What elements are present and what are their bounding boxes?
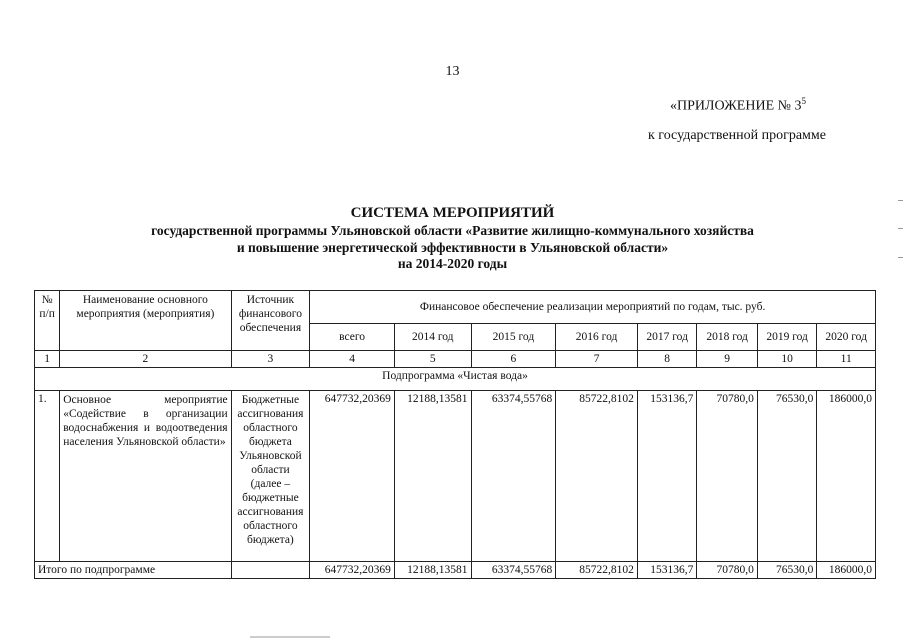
total-value-2014: 12188,13581: [394, 562, 471, 579]
total-value-2015: 63374,55768: [471, 562, 556, 579]
header-finance: Финансовое обеспечение реализации мероприятий по годам, тыс. руб.: [310, 291, 876, 324]
header-year-total: всего: [310, 324, 395, 351]
total-value-2019: 76530,0: [757, 562, 816, 579]
header-year-2018: 2018 год: [697, 324, 757, 351]
total-value-2020: 186000,0: [817, 562, 876, 579]
funding-source: Бюджетные ассигнования областного бюджета Ульяновской области (далее – бюджетные ассигнования областного бюджета): [231, 391, 310, 562]
column-number: 7: [556, 351, 638, 368]
value-2018: 70780,0: [697, 391, 757, 562]
value-2019: 76530,0: [757, 391, 816, 562]
scan-edge-mark: [898, 200, 903, 201]
column-number: 9: [697, 351, 757, 368]
column-number: 11: [817, 351, 876, 368]
total-value-total: 647732,20369: [310, 562, 395, 579]
document-title: СИСТЕМА МЕРОПРИЯТИЙ: [350, 205, 555, 221]
header-year-2015: 2015 год: [471, 324, 556, 351]
table-row: [35, 391, 876, 562]
table-header-row: [35, 291, 876, 324]
header-year-2014: 2014 год: [394, 324, 471, 351]
header-name: Наименование основного мероприятия (мероприятия): [60, 291, 231, 351]
appendix-superscript: 5: [801, 96, 806, 106]
value-total: 647732,20369: [310, 391, 395, 562]
total-source-empty: [231, 562, 310, 579]
column-number: 5: [394, 351, 471, 368]
column-number: 8: [637, 351, 696, 368]
scan-edge-mark: [898, 257, 903, 258]
header-num: № п/п: [35, 291, 60, 351]
subtitle-line-1: государственной программы Ульяновской области «Развитие жилищно-коммунального хозяйства: [151, 223, 754, 238]
value-2020: 186000,0: [817, 391, 876, 562]
page-number: 13: [445, 64, 460, 79]
header-year-2020: 2020 год: [817, 324, 876, 351]
column-number: 10: [757, 351, 816, 368]
measures-table: [34, 290, 876, 579]
subtitle-line-3: на 2014-2020 годы: [397, 256, 508, 271]
column-number: 3: [231, 351, 310, 368]
value-2016: 85722,8102: [556, 391, 638, 562]
total-value-2018: 70780,0: [697, 562, 757, 579]
column-number: 1: [35, 351, 60, 368]
appendix-label: [670, 96, 806, 115]
total-label: Итого по подпрограмме: [35, 562, 232, 579]
value-2017: 153136,7: [637, 391, 696, 562]
subprogram-title: Подпрограмма «Чистая вода»: [35, 368, 876, 391]
row-number: 1.: [35, 391, 60, 562]
value-2015: 63374,55768: [471, 391, 556, 562]
total-value-2017: 153136,7: [637, 562, 696, 579]
value-2014: 12188,13581: [394, 391, 471, 562]
subprogram-row: [35, 368, 876, 391]
header-year-2017: 2017 год: [637, 324, 696, 351]
appendix-subtitle: к государственной программе: [648, 128, 826, 143]
total-row: [35, 562, 876, 579]
header-source: Источник финансового обеспечения: [231, 291, 310, 351]
column-number: 6: [471, 351, 556, 368]
measure-name: Основное мероприятие «Содействие в организации водоснабжения и водоотведения населения Ульяновской области»: [60, 391, 231, 562]
column-number: 4: [310, 351, 395, 368]
column-number-row: [35, 351, 876, 368]
document-subtitle: [0, 223, 905, 273]
header-year-2016: 2016 год: [556, 324, 638, 351]
total-value-2016: 85722,8102: [556, 562, 638, 579]
scan-bottom-mark: [250, 636, 330, 638]
column-number: 2: [60, 351, 231, 368]
appendix-label-text: «ПРИЛОЖЕНИЕ № 3: [670, 98, 802, 114]
header-year-2019: 2019 год: [757, 324, 816, 351]
scan-edge-mark: [898, 228, 903, 229]
subtitle-line-2: и повышение энергетической эффективности в Ульяновской области»: [236, 239, 669, 255]
